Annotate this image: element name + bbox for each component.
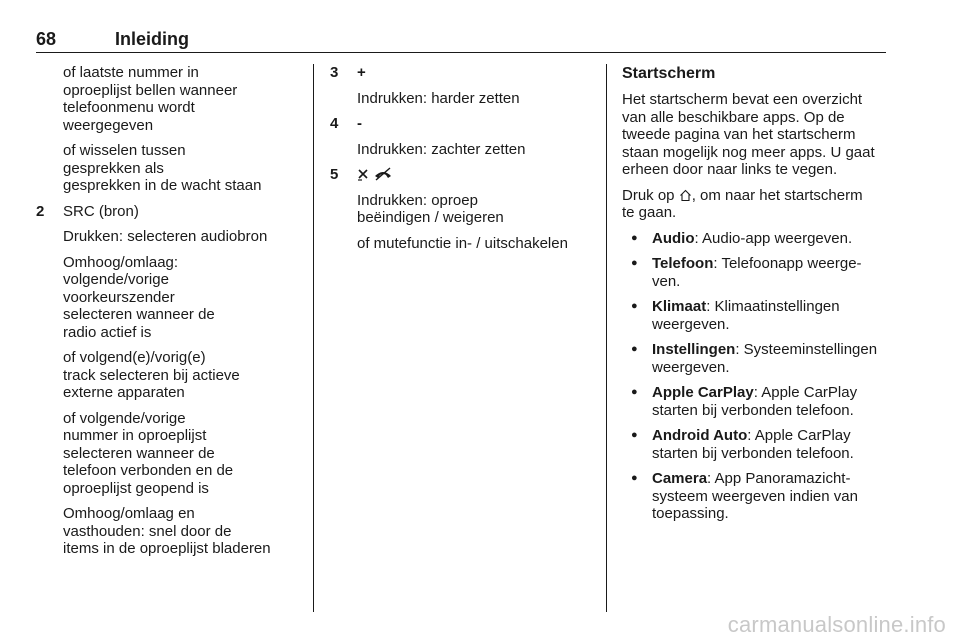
list-item: ● Instellingen: Systeeminstellingen weergeven. [622,341,892,376]
item-symbol: + [357,64,366,81]
column-middle [330,64,592,260]
list-item: ● Audio: Audio-app weergeven. [622,230,892,248]
item-number: 5 [330,166,339,183]
item1-continuation [36,64,298,195]
list-item: ● Android Auto: Apple CarPlay starten bij verbonden telefoon. [622,427,892,462]
paragraph: Het startscherm bevat een overzicht van alle beschikbare apps. Op de tweede pagina van het startscherm staan mogelijk nog meer apps. U gaat erheen door naar links te vegen. [622,91,875,178]
control-item-2 [36,203,298,558]
column-right [622,64,892,531]
paragraph: of laatste nummer in oproeplijst bellen wanneer telefoonmenu wordt weergegeven [63,64,238,134]
paragraph: of wisselen tussen gesprekken als gesprekken in de wacht staan [63,142,262,194]
item-number: 3 [330,64,339,81]
list-item: ● Apple CarPlay: Apple CarPlay starten bij verbonden telefoon. [622,384,892,419]
paragraph: Druk op , om naar het startscherm te gaan. [622,186,863,221]
paragraph: Indrukken: zachter zetten [357,140,526,158]
page-header [36,28,886,53]
phone-hangup-icon [373,167,393,181]
item-number: 2 [36,202,45,220]
item-symbol [357,166,592,184]
column-left [36,64,298,566]
page-title: Inleiding [115,29,189,49]
paragraph: Omhoog/omlaag: volgende/vorige voorkeurszender selecteren wanneer de radio actief is [63,253,215,341]
list-item: ● Klimaat: Klimaatinstellingen weergeven. [622,298,892,333]
item-number: 4 [330,115,339,132]
home-icon [679,189,692,202]
watermark: carmanualsonline.info [727,612,946,637]
paragraph: of volgende/vorige nummer in oproeplijst selecteren wanneer de telefoon verbonden en de oproeplijst geopend is [63,409,234,497]
section-title: Startscherm [622,65,716,82]
list-item: ● Telefoon: Telefoonapp weerge- ven. [622,255,892,290]
paragraph: Indrukken: harder zetten [357,89,520,107]
paragraph: Indrukken: oproep beëindigen / weigeren [357,191,504,226]
paragraph: Omhoog/omlaag en vasthouden: snel door de items in de oproeplijst bladeren [63,505,271,557]
control-item-3 [330,64,592,107]
control-item-4 [330,115,592,158]
column-divider-left [313,64,314,612]
paragraph: Drukken: selecteren audiobron [63,228,268,245]
call-reject-icon [357,167,369,181]
control-item-5 [330,166,592,252]
page-number: 68 [36,29,57,49]
paragraph: SRC (bron) [63,202,139,220]
item-symbol: - [357,115,362,132]
paragraph: of volgend(e)/vorig(e) track selecteren bij actieve externe apparaten [63,349,240,401]
list-item: ● Camera: App Panoramazicht- systeem weergeven indien van toepassing. [622,470,892,523]
paragraph: of mutefunctie in- / uitschakelen [357,234,568,252]
column-divider-right [606,64,607,612]
